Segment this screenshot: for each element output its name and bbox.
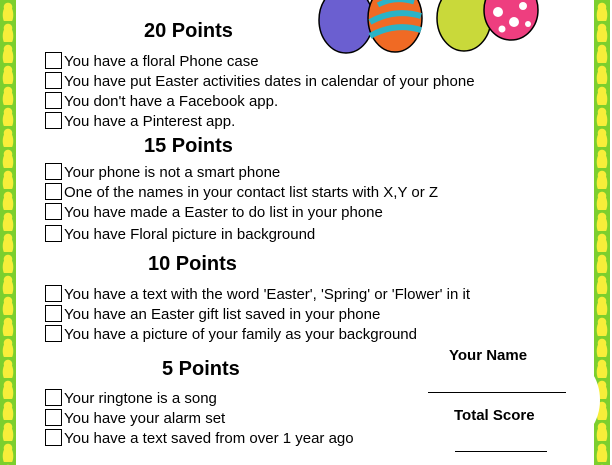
your-name-line[interactable]	[428, 392, 566, 393]
checklist-item-label: One of the names in your contact list starts with X,Y or Z	[64, 184, 439, 201]
checklist-item-label: Your ringtone is a song	[64, 390, 217, 407]
checklist-item	[45, 225, 315, 245]
section-heading: 20 Points	[144, 20, 233, 42]
checkbox[interactable]	[45, 409, 62, 426]
checklist-item	[45, 429, 354, 449]
checkbox[interactable]	[45, 285, 62, 302]
checklist-item-label: You have your alarm set	[64, 410, 226, 427]
checklist-item-label: You have Floral picture in background	[64, 226, 316, 243]
section-heading: 15 Points	[144, 135, 233, 157]
checkbox[interactable]	[45, 52, 62, 69]
checklist-item	[45, 92, 278, 112]
checklist-item	[45, 389, 217, 409]
checkbox[interactable]	[45, 163, 62, 180]
checklist-item-label: You have a picture of your family as your background	[64, 326, 417, 343]
checklist-item	[45, 183, 438, 203]
checkbox[interactable]	[45, 429, 62, 446]
checklist-item-label: You have an Easter gift list saved in your phone	[64, 306, 381, 323]
checklist-item-label: You have a text saved from over 1 year ago	[64, 430, 354, 447]
total-score-line[interactable]	[455, 451, 547, 452]
checklist-item	[45, 203, 383, 223]
easter-egg-orange-striped-icon	[368, 0, 422, 52]
checklist-item-label: You have a Pinterest app.	[64, 113, 236, 130]
checklist-item	[45, 325, 417, 345]
chick-border-left	[0, 0, 16, 465]
checklist-item-label: You don't have a Facebook app.	[64, 93, 279, 110]
checklist-item	[45, 52, 259, 72]
checkbox[interactable]	[45, 305, 62, 322]
checkbox[interactable]	[45, 325, 62, 342]
checklist-item	[45, 305, 380, 325]
checklist-item	[45, 72, 475, 92]
checkbox[interactable]	[45, 92, 62, 109]
checklist-item-label: Your phone is not a smart phone	[64, 164, 281, 181]
checkbox[interactable]	[45, 225, 62, 242]
easter-eggs-illustration	[318, 0, 540, 56]
checklist-item-label: You have put Easter activities dates in calendar of your phone	[64, 73, 475, 90]
checklist-item-label: You have made a Easter to do list in your phone	[64, 204, 383, 221]
checklist-item-label: You have a floral Phone case	[64, 53, 259, 70]
section-heading: 5 Points	[162, 358, 240, 380]
checklist-item	[45, 409, 225, 429]
checkbox[interactable]	[45, 389, 62, 406]
checklist-item	[45, 163, 280, 183]
easter-egg-lime-icon	[437, 0, 491, 51]
checklist-item	[45, 285, 470, 305]
checkbox[interactable]	[45, 203, 62, 220]
checkbox[interactable]	[45, 112, 62, 129]
section-heading: 10 Points	[148, 253, 237, 275]
checklist-item	[45, 112, 235, 132]
total-score-label: Total Score	[454, 407, 535, 424]
your-name-label: Your Name	[449, 347, 528, 364]
checkbox[interactable]	[45, 183, 62, 200]
easter-egg-purple-icon	[319, 0, 373, 53]
decorative-shape	[540, 360, 600, 440]
checkbox[interactable]	[45, 72, 62, 89]
easter-egg-pink-dotted-icon	[484, 0, 538, 40]
checklist-item-label: You have a text with the word 'Easter', 'Spring' or 'Flower' in it	[64, 286, 470, 303]
